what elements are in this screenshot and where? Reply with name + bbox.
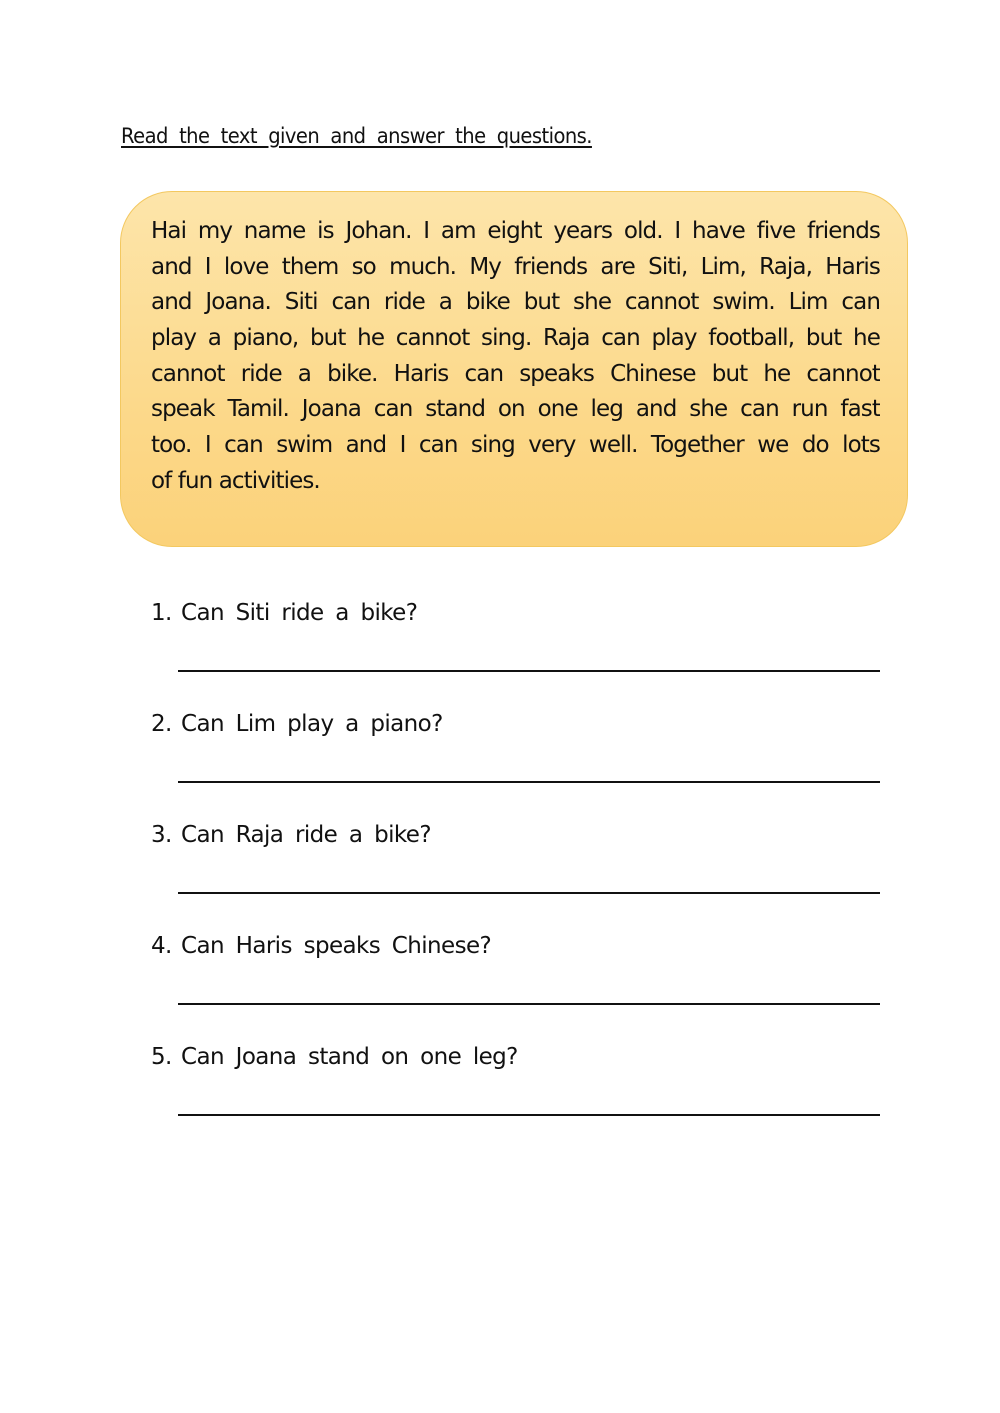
answer-line-5[interactable]	[178, 1114, 880, 1116]
question-number: 4.	[151, 933, 172, 959]
question-number: 5.	[151, 1044, 172, 1070]
answer-line-3[interactable]	[178, 892, 880, 894]
passage-line: too. I can swim and I can sing very well. Together we do lots	[151, 432, 880, 459]
question-2	[151, 711, 443, 737]
passage-line: cannot ride a bike. Haris can speaks Chinese but he cannot	[151, 360, 880, 387]
question-text: Can Lim play a piano?	[181, 711, 443, 737]
answer-line-2[interactable]	[178, 781, 880, 783]
passage-line: Hai my name is Johan. I am eight years old. I have five friends	[151, 218, 880, 244]
passage-line: and I love them so much. My friends are Siti, Lim, Raja, Haris	[151, 253, 880, 280]
passage-line: of fun activities.	[151, 467, 320, 494]
question-text: Can Haris speaks Chinese?	[181, 933, 492, 959]
question-text: Can Joana stand on one leg?	[181, 1044, 518, 1070]
passage-line: and Joana. Siti can ride a bike but she cannot swim. Lim can	[151, 289, 880, 316]
question-5	[151, 1044, 518, 1070]
question-number: 3.	[151, 822, 172, 848]
instruction-heading: Read the text given and answer the questions.	[121, 124, 592, 148]
answer-line-1[interactable]	[178, 670, 880, 672]
passage-line: play a piano, but he cannot sing. Raja can play football, but he	[151, 325, 880, 352]
question-number: 2.	[151, 711, 172, 737]
question-3	[151, 822, 431, 848]
question-number: 1.	[151, 600, 172, 626]
question-text: Can Raja ride a bike?	[181, 822, 431, 848]
question-1	[151, 600, 417, 626]
question-4	[151, 933, 491, 959]
question-text: Can Siti ride a bike?	[181, 600, 418, 626]
passage-line: speak Tamil. Joana can stand on one leg and she can run fast	[151, 396, 880, 423]
answer-line-4[interactable]	[178, 1003, 880, 1005]
passage-text	[151, 214, 880, 500]
